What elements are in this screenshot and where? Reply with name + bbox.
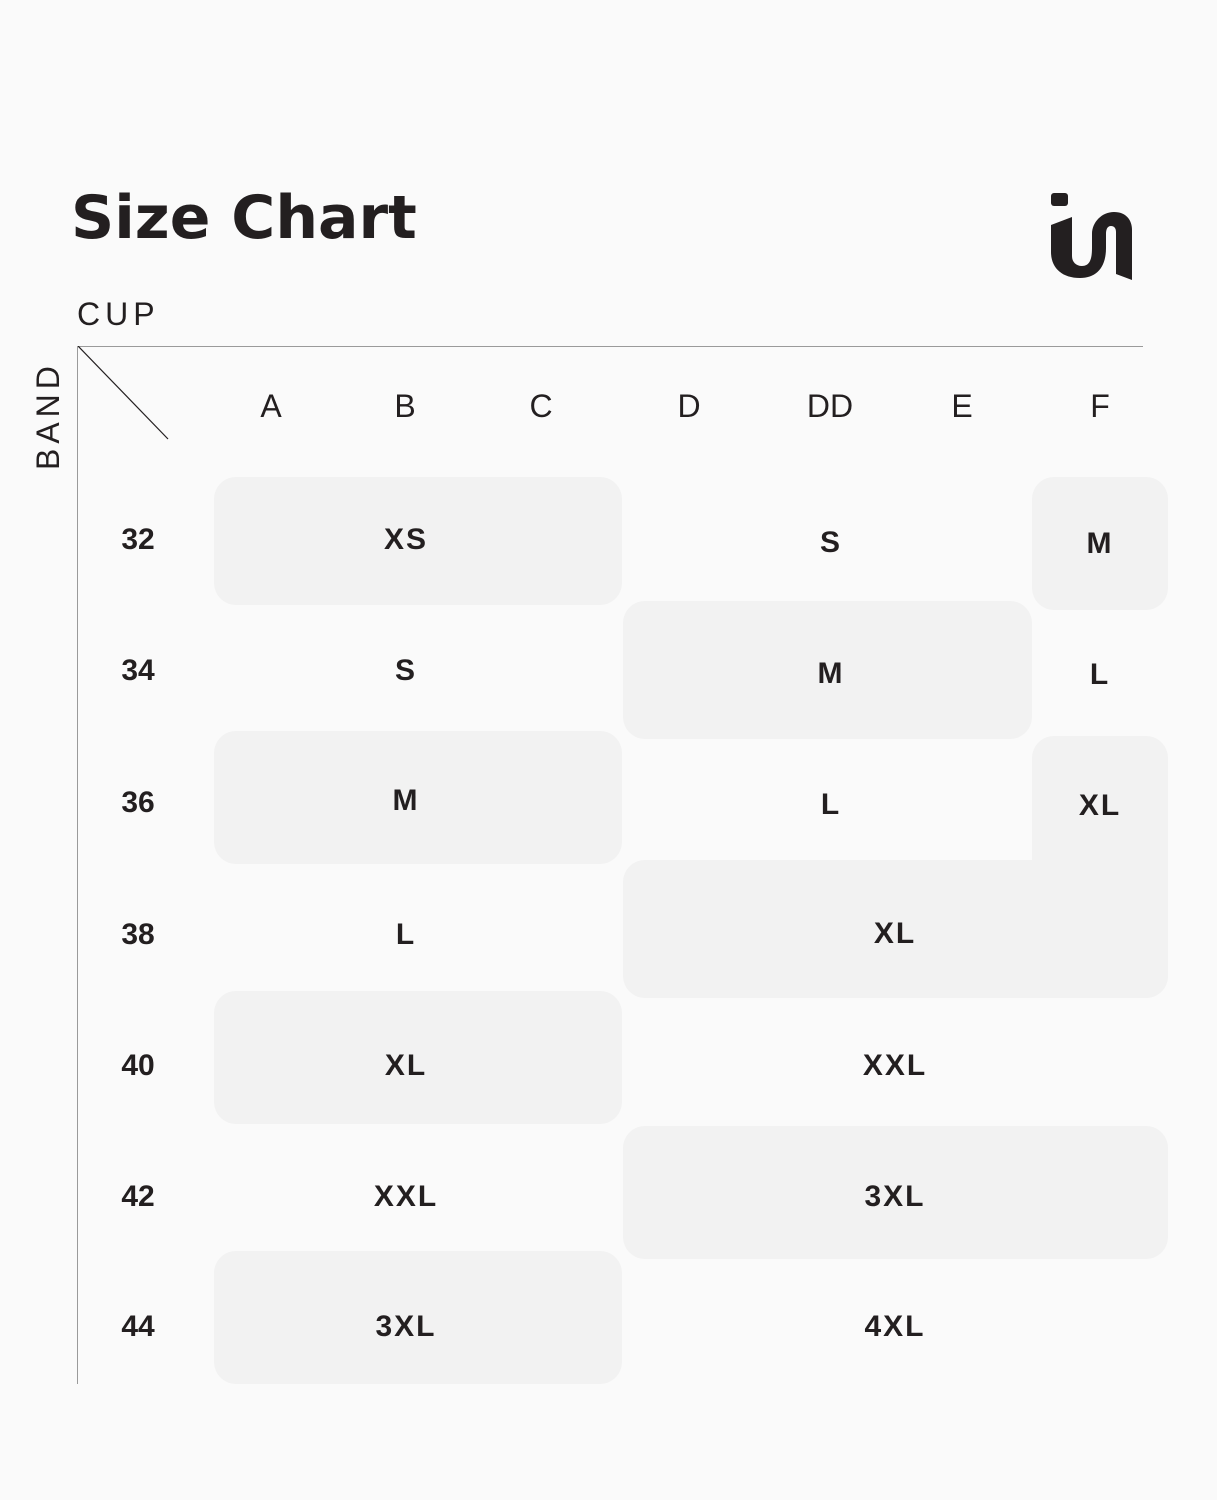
column-header-dd: DD <box>806 388 854 424</box>
size-38-a-c: L <box>395 918 417 951</box>
left-rule <box>77 346 78 1384</box>
size-36-f: XL <box>1078 789 1122 822</box>
row-header-44: 44 <box>121 1310 155 1343</box>
corner-diagonal <box>78 346 170 440</box>
row-header-32: 32 <box>121 523 155 556</box>
size-42-d-f: 3XL <box>864 1180 926 1213</box>
size-34-d-e: M <box>817 657 845 690</box>
column-header-f: F <box>1090 388 1110 424</box>
size-36-d-e: L <box>820 788 842 821</box>
page-title: Size Chart <box>71 183 417 253</box>
size-40-a-c: XL <box>384 1049 428 1082</box>
size-36-a-c: M <box>392 784 420 817</box>
column-header-d: D <box>677 388 701 424</box>
row-header-38: 38 <box>121 918 155 951</box>
size-32-f: M <box>1086 527 1114 560</box>
cup-axis-label: CUP <box>77 296 160 332</box>
band-axis-label: BAND <box>30 361 66 470</box>
column-header-c: C <box>529 388 553 424</box>
row-header-42: 42 <box>121 1180 155 1213</box>
brand-logo-icon <box>1048 190 1134 286</box>
size-34-a-c: S <box>394 654 417 687</box>
row-header-36: 36 <box>121 786 155 819</box>
size-34-f: L <box>1089 658 1111 691</box>
row-header-40: 40 <box>121 1049 155 1082</box>
size-44-a-c: 3XL <box>375 1310 437 1343</box>
size-40-d-f: XXL <box>862 1049 928 1082</box>
column-header-e: E <box>951 388 973 424</box>
size-38-d-f: XL <box>873 917 917 950</box>
size-32-d-e: S <box>819 526 842 559</box>
size-42-a-c: XXL <box>373 1180 439 1213</box>
column-header-b: B <box>394 388 416 424</box>
row-header-34: 34 <box>121 654 155 687</box>
column-header-a: A <box>260 388 282 424</box>
top-rule <box>78 346 1143 347</box>
size-32-a-c: XS <box>383 523 429 556</box>
size-44-d-f: 4XL <box>864 1310 926 1343</box>
